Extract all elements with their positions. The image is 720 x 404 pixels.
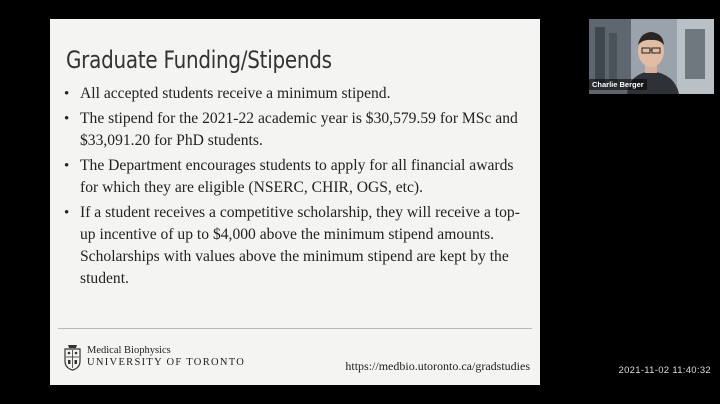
bullet-text: The stipend for the 2021-22 academic year is $30,579.59 for MSc and $33,091.20 for PhD students. <box>80 110 518 149</box>
bullet-dot-icon: • <box>64 158 70 174</box>
bullet-item <box>64 202 529 290</box>
footer-url: https://medbio.utoronto.ca/gradstudies <box>345 359 530 373</box>
bullet-dot-icon: • <box>64 86 70 102</box>
bullet-item <box>64 108 529 152</box>
university-logo <box>64 341 245 373</box>
bullet-text: All accepted students receive a minimum stipend. <box>80 85 391 102</box>
university-name: UNIVERSITY OF TORONTO <box>87 357 246 368</box>
footer-divider <box>58 328 532 329</box>
bullet-item <box>64 155 529 199</box>
university-crest-icon <box>64 343 81 371</box>
participant-video[interactable] <box>589 19 714 94</box>
bullet-item <box>64 83 529 105</box>
participant-name-label: Charlie Berger <box>589 79 647 90</box>
department-name: Medical Biophysics <box>87 345 171 356</box>
bullet-dot-icon: • <box>64 111 70 127</box>
bullet-text: The Department encourages students to apply for all financial awards for which they are eligible (NSERC, CHIR, OGS, etc). <box>80 157 514 196</box>
presentation-slide <box>50 19 540 385</box>
slide-title: Graduate Funding/Stipends <box>66 46 332 74</box>
bullet-list <box>64 83 529 293</box>
bullet-dot-icon: • <box>64 205 70 221</box>
recording-timestamp: 2021-11-02 11:40:32 <box>618 365 711 376</box>
bullet-text: If a student receives a competitive scholarship, they will receive a top-up incentive of up to $4,000 above the minimum stipend amounts. Scholarships with values above the minimum stipend are kept by the student. <box>80 204 520 287</box>
